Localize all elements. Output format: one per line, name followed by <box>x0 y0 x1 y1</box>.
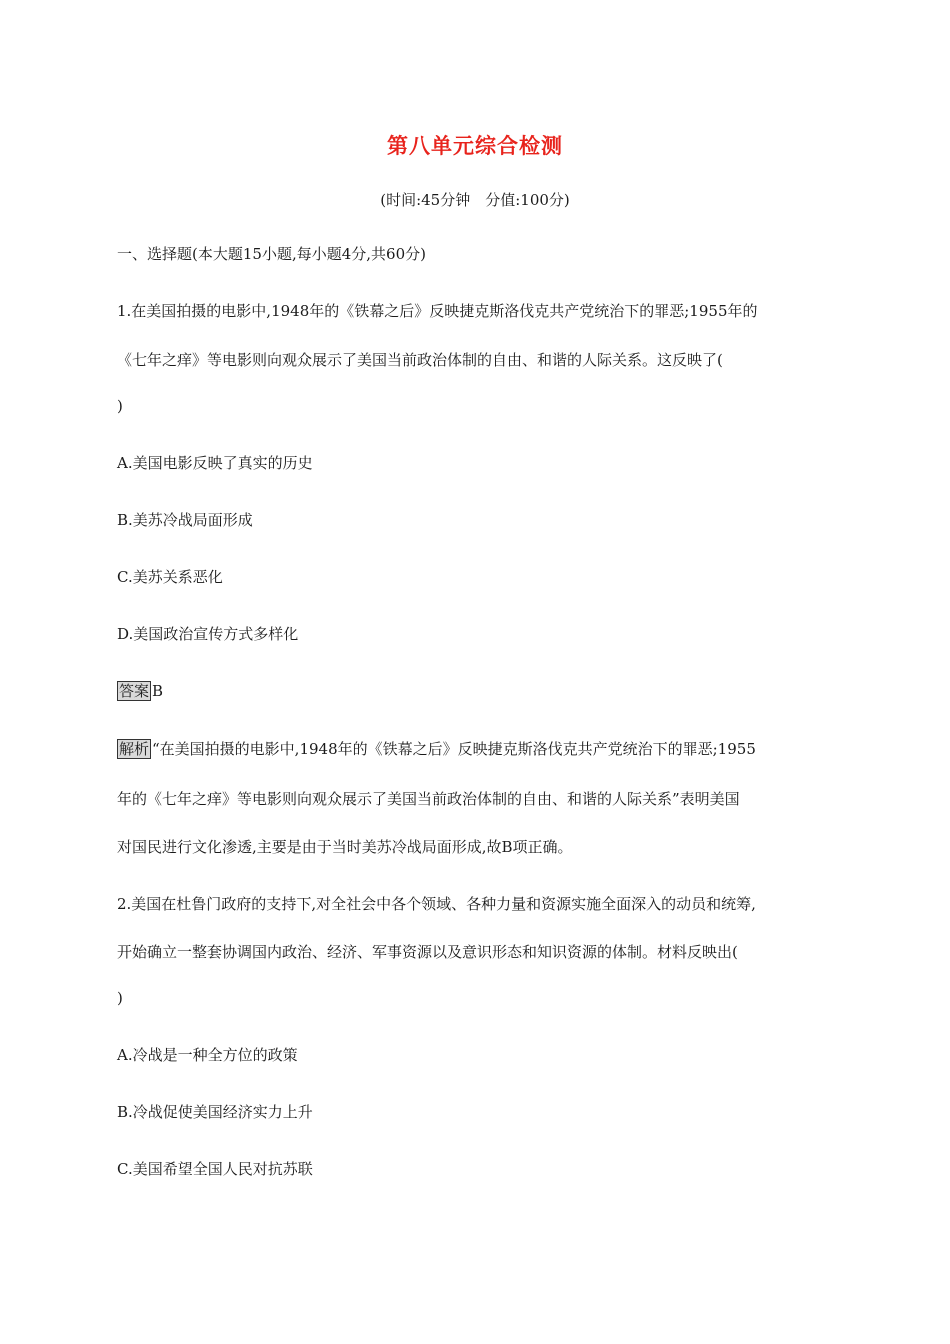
exam-time-score: (时间:45分钟 分值:100分) <box>380 191 570 209</box>
question-2-stem-line-2: 开始确立一整套协调国内政治、经济、军事资源以及意识形态和知识资源的体制。材料反映出( <box>117 943 738 961</box>
analysis-text: “在美国拍摄的电影中,1948年的《铁幕之后》反映捷克斯洛伐克共产党统治下的罪恶;1955 <box>152 740 756 758</box>
question-1-stem-line-2: 《七年之痒》等电影则向观众展示了美国当前政治体制的自由、和谐的人际关系。这反映了( <box>117 351 723 369</box>
question-1-stem-line-3: ) <box>117 397 123 415</box>
question-2-stem-line-1: 2.美国在杜鲁门政府的支持下,对全社会中各个领域、各种力量和资源实施全面深入的动员和统筹, <box>117 895 756 913</box>
question-1-option-c: C.美苏关系恶化 <box>117 568 223 586</box>
question-1-stem-line-1: 1.在美国拍摄的电影中,1948年的《铁幕之后》反映捷克斯洛伐克共产党统治下的罪恶;1955年的 <box>117 302 758 320</box>
question-1-option-a: A.美国电影反映了真实的历史 <box>117 454 313 472</box>
question-1-analysis-line-3: 对国民进行文化渗透,主要是由于当时美苏冷战局面形成,故B项正确。 <box>117 838 573 856</box>
question-1-analysis-line-2: 年的《七年之痒》等电影则向观众展示了美国当前政治体制的自由、和谐的人际关系”表明美国 <box>117 790 740 808</box>
question-2-option-c: C.美国希望全国人民对抗苏联 <box>117 1160 313 1178</box>
page-title: 第八单元综合检测 <box>387 133 563 158</box>
section-heading: 一、选择题(本大题15小题,每小题4分,共60分) <box>117 245 426 263</box>
answer-label: 答案 <box>119 682 150 700</box>
analysis-label: 解析 <box>119 740 150 758</box>
question-1-answer <box>117 681 837 701</box>
question-2-option-a: A.冷战是一种全方位的政策 <box>117 1046 298 1064</box>
question-2-stem-line-3: ) <box>117 989 123 1007</box>
question-1-option-d: D.美国政治宣传方式多样化 <box>117 625 299 643</box>
answer-value: B <box>152 682 164 700</box>
question-1-option-b: B.美苏冷战局面形成 <box>117 511 253 529</box>
question-1-analysis-line-1 <box>117 739 837 759</box>
question-2-option-b: B.冷战促使美国经济实力上升 <box>117 1103 313 1121</box>
